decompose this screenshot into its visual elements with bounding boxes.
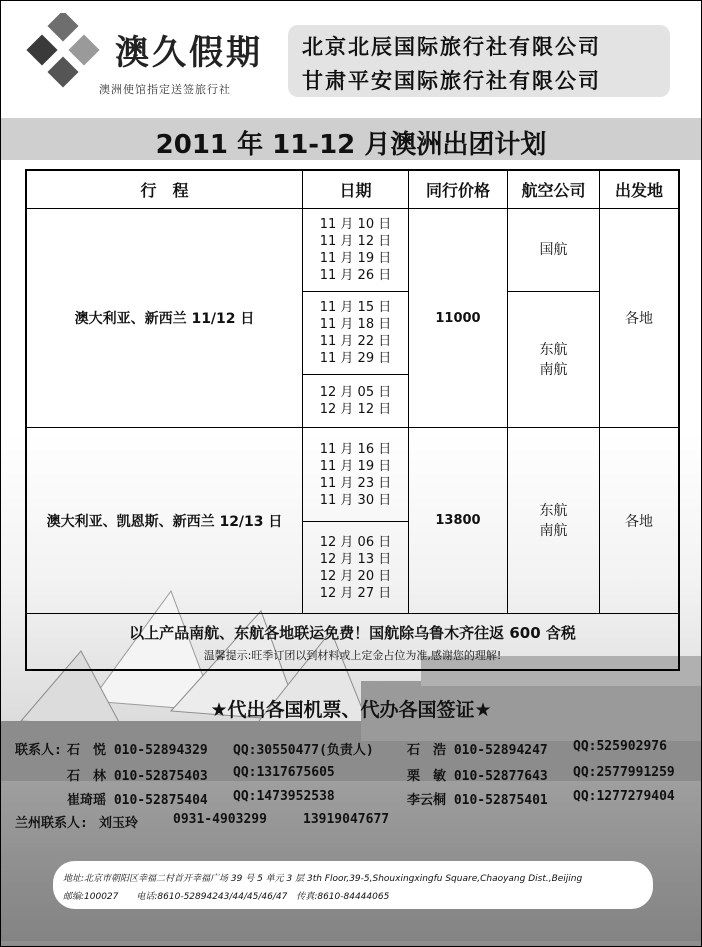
date-item: 11 月 30 日 — [319, 492, 392, 508]
date-item: 11 月 10 日 — [319, 217, 392, 232]
brand-logo — [19, 9, 269, 99]
contact-qq: QQ:2577991259 — [573, 765, 675, 780]
airline-name: 南航 — [539, 522, 568, 539]
departure-cell: 各地 — [600, 209, 678, 428]
date-item: 11 月 12 日 — [319, 234, 392, 249]
lanzhou-contact-mobile: 13919047677 — [303, 812, 390, 827]
services-slogan: ★代出各国机票、代办各国签证★ — [210, 699, 492, 721]
airline-cell — [508, 209, 600, 292]
date-item: 11 月 18 日 — [319, 317, 392, 332]
logo-subtitle: 澳洲使馆指定送签旅行社 — [99, 83, 231, 96]
date-item: 12 月 13 日 — [319, 551, 392, 567]
date-item: 11 月 16 日 — [319, 441, 392, 457]
airline-name: 南航 — [539, 361, 568, 378]
lanzhou-contact-phone: 0931-4903299 — [173, 812, 267, 827]
date-item: 11 月 19 日 — [319, 458, 392, 474]
promo-note: 以上产品南航、东航各地联运免费！国航除乌鲁木齐往返 600 含税 — [129, 624, 576, 642]
contact-qq: QQ:525902976 — [573, 739, 667, 754]
price-cell: 13800 — [409, 428, 508, 614]
date-item: 12 月 05 日 — [319, 385, 392, 400]
route-cell: 澳大利亚、新西兰 11/12 日 — [27, 209, 303, 428]
airline-name: 东航 — [539, 502, 568, 519]
lanzhou-contact-label: 兰州联系人: — [15, 816, 88, 831]
date-block — [303, 209, 409, 292]
date-item: 11 月 23 日 — [319, 475, 392, 491]
lanzhou-contact-person: 刘玉玲 — [99, 816, 139, 831]
date-item: 12 月 06 日 — [319, 534, 392, 550]
date-item: 11 月 22 日 — [319, 334, 392, 349]
departure-cell: 各地 — [600, 428, 678, 614]
price-cell: 11000 — [409, 209, 508, 428]
date-item: 11 月 26 日 — [319, 268, 392, 283]
header-price: 同行价格 — [409, 171, 508, 209]
date-block — [303, 428, 409, 522]
contact-person: 李云桐 010-52875401 — [407, 793, 548, 808]
header-route: 行 程 — [27, 171, 303, 209]
logo-title: 澳久假期 — [115, 33, 263, 73]
page-title: 2011 年 11-12 月澳洲出团计划 — [155, 130, 547, 160]
contact-person: 石 林 010-52875403 — [67, 769, 208, 784]
date-item: 11 月 29 日 — [319, 351, 392, 366]
tour-schedule-table — [25, 169, 680, 671]
date-item: 12 月 12 日 — [319, 402, 392, 417]
contact-label: 联系人: — [15, 743, 62, 758]
date-item: 11 月 19 日 — [319, 251, 392, 266]
date-item: 11 月 15 日 — [319, 300, 392, 315]
date-block — [303, 375, 409, 428]
header-airline: 航空公司 — [508, 171, 600, 209]
header-date: 日期 — [303, 171, 409, 209]
date-block — [303, 522, 409, 614]
address-box — [53, 861, 653, 909]
contact-qq: QQ:1277279404 — [573, 789, 675, 804]
contact-person: 石 悦 010-52894329 — [67, 743, 208, 758]
airline-name: 国航 — [539, 242, 568, 258]
contact-person: 栗 敏 010-52877643 — [407, 769, 548, 784]
airline-name: 东航 — [539, 341, 568, 358]
address-line: 地址:北京市朝阳区幸福二村首开幸福广场 39 号 5 单元 3 层 3th Floor,39-5,Shouxingxingfu Square,Chaoyang Dist.,Beijing — [63, 874, 583, 884]
contact-qq: QQ:1473952538 — [233, 789, 335, 804]
company-names-box — [288, 25, 670, 97]
date-block — [303, 292, 409, 375]
date-item: 12 月 20 日 — [319, 568, 392, 584]
airline-cell — [508, 428, 600, 614]
route-cell: 澳大利亚、凯恩斯、新西兰 12/13 日 — [27, 428, 303, 614]
header-departure: 出发地 — [600, 171, 678, 209]
title-band — [1, 118, 701, 160]
company-name-gansu: 甘肃平安国际旅行社有限公司 — [302, 69, 601, 93]
date-item: 12 月 27 日 — [319, 585, 392, 601]
contact-person: 崔琦瑶 010-52875404 — [67, 793, 208, 808]
diamond-logo-icon — [25, 13, 101, 89]
contact-qq: QQ:1317675605 — [233, 765, 335, 780]
postcode-phone-fax-line: 邮编:100027 电话:8610-52894243/44/45/46/47 传真:8610-84444065 — [63, 892, 390, 902]
airline-cell — [508, 292, 600, 428]
contact-person: 石 浩 010-52894247 — [407, 743, 548, 758]
reminder-note: 温馨提示:旺季订团以到材料或上定金占位为准,感谢您的理解! — [203, 649, 502, 662]
contact-qq: QQ:30550477(负责人) — [233, 743, 374, 758]
company-name-beijing: 北京北辰国际旅行社有限公司 — [302, 35, 601, 59]
